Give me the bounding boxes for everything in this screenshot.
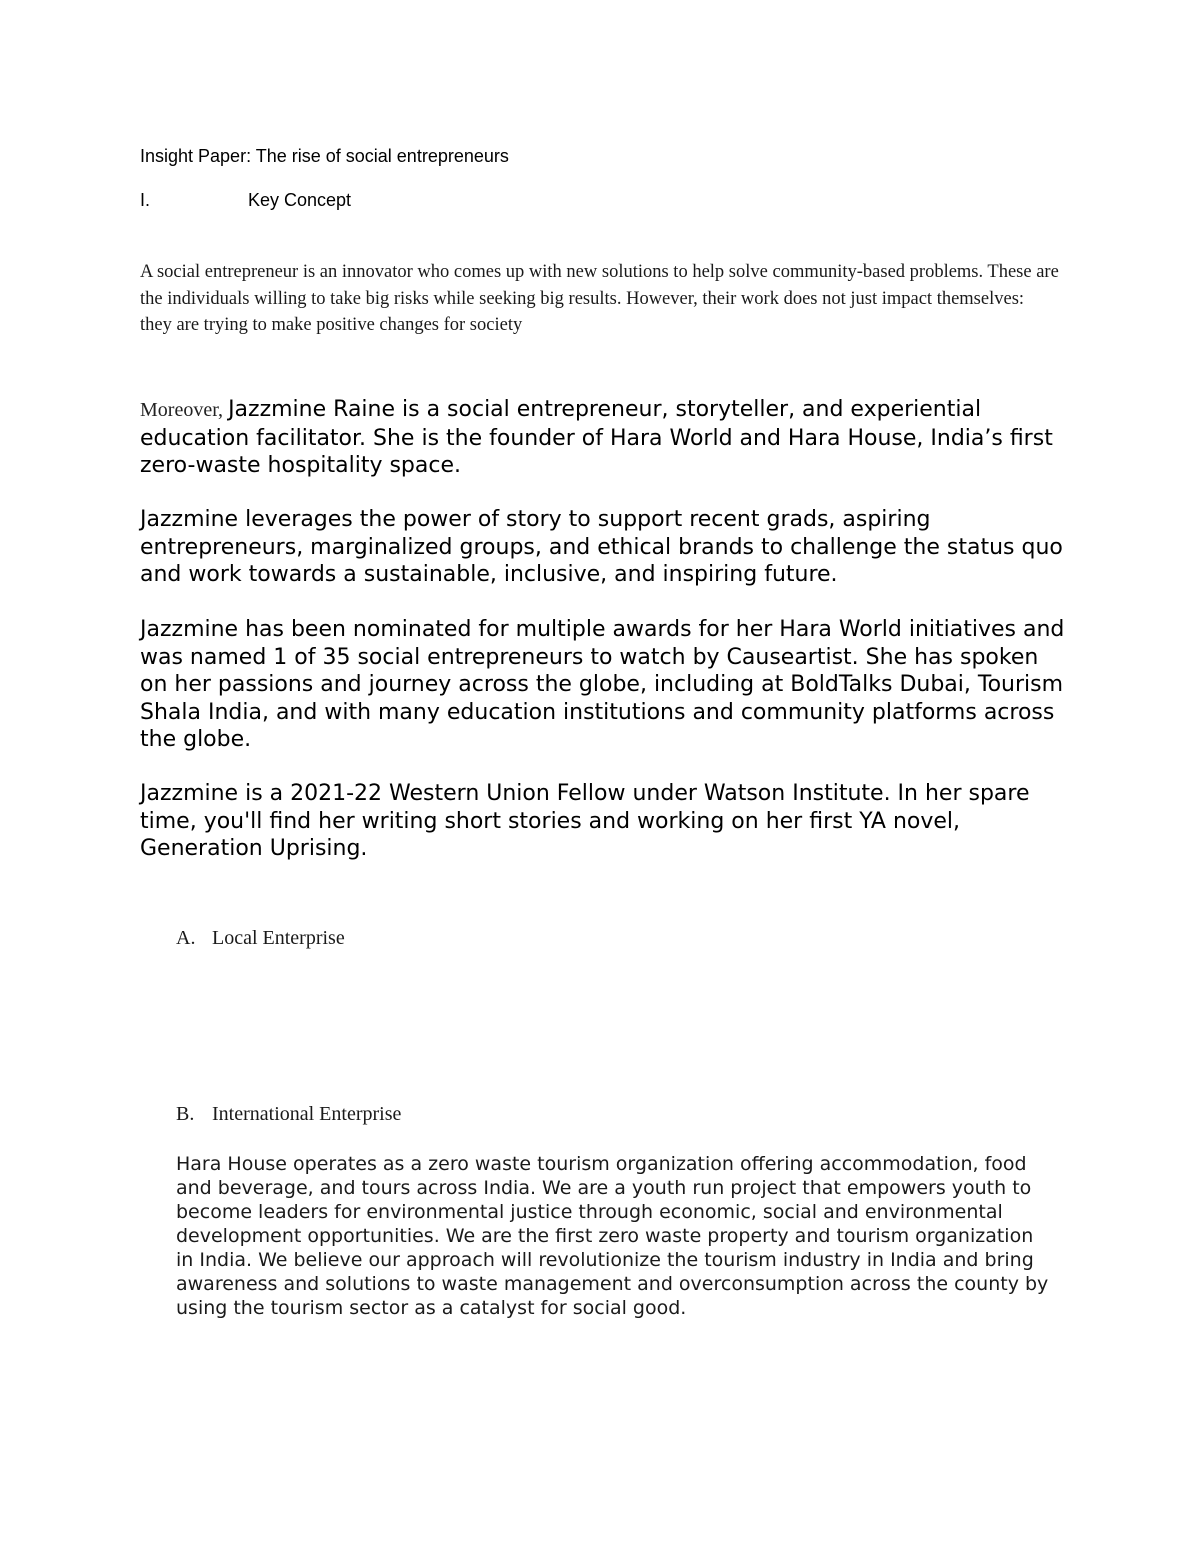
document-title: Insight Paper: The rise of social entrepreneurs (140, 146, 509, 166)
bio-lead-word: Moreover, (140, 399, 229, 421)
section-number: I. (140, 190, 151, 210)
bio-paragraph-1-text: Jazzmine Raine is a social entrepreneur, storyteller, and experiential education facilitator. She is the founder of Hara World and Hara House, India’s first zero-waste hospitality space. (140, 397, 1053, 478)
subsection-letter: A. (176, 927, 196, 949)
bio-paragraph-2: Jazzmine leverages the power of story to support recent grads, aspiring entrepreneurs, marginalized groups, and ethical brands to challenge the status quo and work towards a sustainable, inclusive, and inspiring future. (140, 507, 1063, 587)
section-heading-key-concept (140, 188, 351, 212)
definition-paragraph: A social entrepreneur is an innovator who comes up with new solutions to help solve community-based problems. These are the individuals willing to take big risks while seeking big results. However, their work does not just impact themselves: they are trying to make positive changes for society (140, 262, 1059, 335)
bio-paragraph-3: Jazzmine has been nominated for multiple awards for her Hara World initiatives and was named 1 of 35 social entrepreneurs to watch by Causeartist. She has spoken on her passions and journey across the globe, including at BoldTalks Dubai, Tourism Shala India, and with many education institutions and community platforms across the globe. (140, 617, 1065, 752)
subsection-label: Local Enterprise (212, 927, 345, 949)
subsection-label: International Enterprise (212, 1103, 402, 1125)
subsection-heading-local-enterprise (176, 925, 345, 951)
subsection-heading-international-enterprise (176, 1101, 401, 1127)
subsection-letter: B. (176, 1103, 195, 1125)
section-label: Key Concept (248, 190, 352, 210)
bio-paragraph-1 (140, 396, 1070, 480)
bio-paragraph-4: Jazzmine is a 2021-22 Western Union Fellow under Watson Institute. In her spare time, you'll find her writing short stories and working on her first YA novel, Generation Uprising. (140, 781, 1030, 861)
international-enterprise-paragraph: Hara House operates as a zero waste tourism organization offering accommodation, food and beverage, and tours across India. We are a youth run project that empowers youth to become leaders for environmental justice through economic, social and environmental development opportunities. We are the first zero waste property and tourism organization in India. We believe our approach will revolutionize the tourism industry in India and bring awareness and solutions to waste management and overconsumption across the county by using the tourism sector as a catalyst for social good. (176, 1153, 1049, 1319)
